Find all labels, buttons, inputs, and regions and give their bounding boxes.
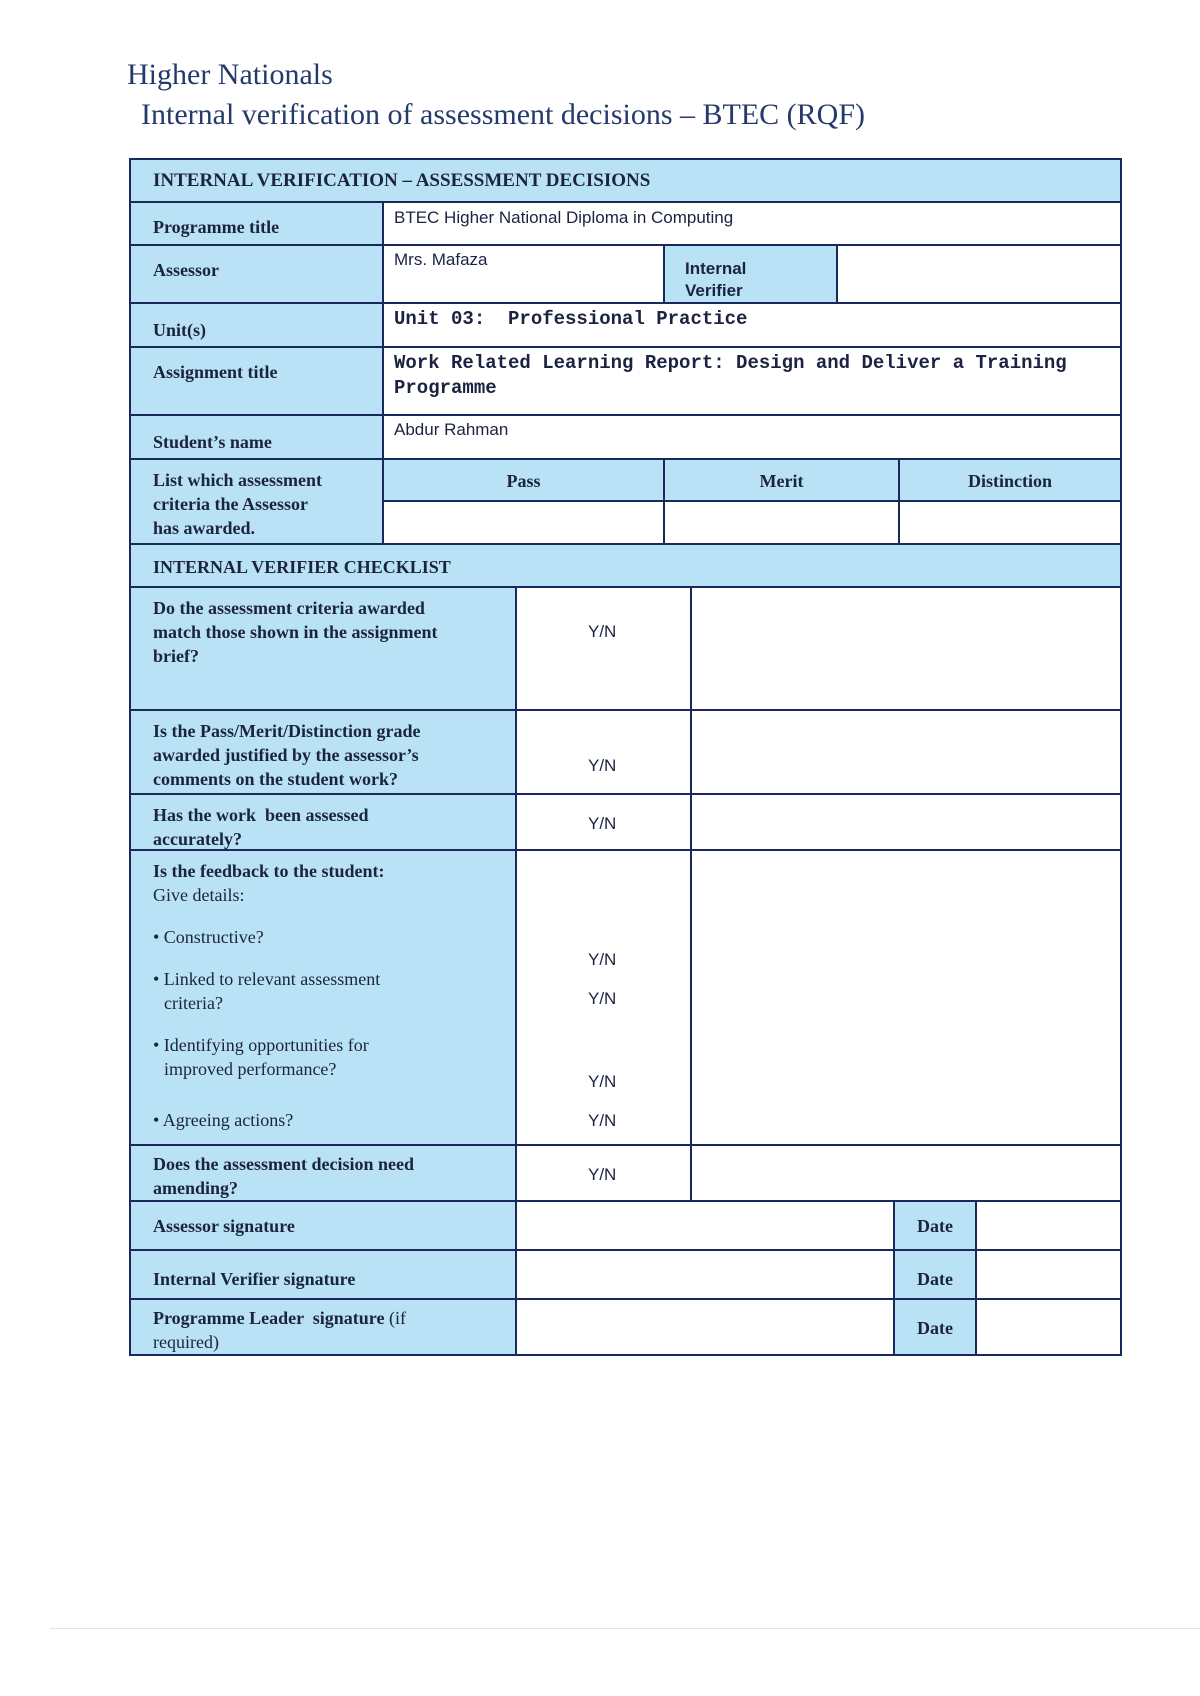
programme-title-field[interactable] — [382, 201, 1122, 246]
merit-header: Merit — [759, 471, 804, 491]
criteria-label-line1: List which assessment — [153, 470, 323, 490]
checklist-header — [129, 543, 1122, 588]
pass-criteria-field[interactable] — [382, 500, 665, 545]
q4-give-details: Give details: — [153, 885, 245, 905]
internal-verifier-label-line2: Verifier — [685, 281, 743, 300]
q4-yn-field[interactable] — [515, 849, 692, 1146]
q5-line1: Does the assessment decision need — [153, 1154, 414, 1174]
student-name-label-cell — [129, 414, 384, 460]
q5-yn-field[interactable] — [515, 1144, 692, 1202]
distinction-criteria-field[interactable] — [898, 500, 1122, 545]
document-subtitle: Internal verification of assessment decisions – BTEC (RQF) — [141, 98, 866, 131]
leader-signature-field[interactable] — [515, 1298, 895, 1356]
assessor-date-label: Date — [917, 1216, 953, 1236]
q2-grade-justified-cell — [129, 709, 517, 795]
assignment-title-line1: Work Related Learning Report: Design and Deliver a Training — [394, 352, 1067, 374]
section-header-assessment-decisions — [129, 158, 1122, 203]
distinction-header: Distinction — [967, 471, 1052, 491]
assessor-label-cell — [129, 244, 384, 304]
q2-yn: Y/N — [588, 756, 617, 775]
q4-item-constructive: • Constructive? — [153, 927, 264, 947]
unit-value: Unit 03: Professional Practice — [394, 308, 748, 330]
pass-header: Pass — [506, 471, 541, 491]
verifier-date-label-cell — [893, 1249, 977, 1300]
assessor-field[interactable] — [382, 244, 665, 304]
unit-label: Unit(s) — [153, 320, 206, 340]
q3-comment-field[interactable] — [690, 793, 1122, 851]
q3-line2: accurately? — [153, 829, 242, 849]
q2-line2: awarded justified by the assessor’s — [153, 745, 419, 765]
assessor-signature-label-cell — [129, 1200, 517, 1251]
criteria-label-line3: has awarded. — [153, 518, 256, 538]
leader-signature-bold: Programme Leader signature — [153, 1308, 385, 1328]
page-bottom-divider — [50, 1628, 1200, 1629]
pass-header-cell — [382, 458, 665, 502]
unit-field[interactable] — [382, 302, 1122, 348]
checklist-title: INTERNAL VERIFIER CHECKLIST — [153, 557, 451, 577]
q2-comment-field[interactable] — [690, 709, 1122, 795]
q4-item-agreeing: • Agreeing actions? — [153, 1110, 294, 1130]
document-title: Higher Nationals — [127, 58, 333, 91]
q4-yn-agreeing: Y/N — [588, 1111, 617, 1130]
assignment-title-field[interactable] — [382, 346, 1122, 416]
q5-comment-field[interactable] — [690, 1144, 1122, 1202]
q1-yn-field[interactable] — [515, 586, 692, 711]
programme-title-label: Programme title — [153, 217, 280, 237]
q4-yn-constructive: Y/N — [588, 950, 617, 969]
criteria-awarded-label-cell — [129, 458, 384, 545]
q2-line1: Is the Pass/Merit/Distinction grade — [153, 721, 421, 741]
q2-line3: comments on the student work? — [153, 769, 398, 789]
q5-line2: amending? — [153, 1178, 239, 1198]
leader-date-field[interactable] — [975, 1298, 1122, 1356]
verifier-date-field[interactable] — [975, 1249, 1122, 1300]
section-title: INTERNAL VERIFICATION – ASSESSMENT DECISIONS — [153, 170, 651, 191]
assessor-date-label-cell — [893, 1200, 977, 1251]
q4-comment-field[interactable] — [690, 849, 1122, 1146]
assignment-title-line2: Programme — [394, 377, 497, 399]
student-name-field[interactable] — [382, 414, 1122, 460]
verifier-date-label: Date — [917, 1269, 953, 1289]
programme-title-label-cell — [129, 201, 384, 246]
leader-signature-label — [153, 1306, 406, 1330]
q1-line1: Do the assessment criteria awarded — [153, 598, 425, 618]
internal-verifier-label-line1: Internal — [685, 259, 747, 278]
assessor-signature-label: Assessor signature — [153, 1216, 295, 1236]
q3-yn-field[interactable] — [515, 793, 692, 851]
q4-item-linked: • Linked to relevant assessment — [153, 969, 381, 989]
q3-line1: Has the work been assessed — [153, 805, 369, 825]
student-name-value: Abdur Rahman — [394, 420, 509, 439]
leader-date-label-cell — [893, 1298, 977, 1356]
unit-label-cell — [129, 302, 384, 348]
distinction-header-cell — [898, 458, 1122, 502]
merit-header-cell — [663, 458, 900, 502]
q4-title: Is the feedback to the student: — [153, 861, 385, 881]
assignment-title-label: Assignment title — [153, 362, 278, 382]
q4-item-identifying: • Identifying opportunities for — [153, 1035, 369, 1055]
verifier-signature-label-cell — [129, 1249, 517, 1300]
assessor-label: Assessor — [153, 260, 219, 280]
internal-verifier-field[interactable] — [836, 244, 1122, 304]
q4-item-identifying-cont: improved performance? — [164, 1059, 337, 1079]
q1-criteria-match-cell — [129, 586, 517, 711]
criteria-label-line2: criteria the Assessor — [153, 494, 308, 514]
q1-line2: match those shown in the assignment — [153, 622, 438, 642]
programme-title-value: BTEC Higher National Diploma in Computing — [394, 208, 734, 227]
merit-criteria-field[interactable] — [663, 500, 900, 545]
assessor-signature-field[interactable] — [515, 1200, 895, 1251]
q4-item-linked-cont: criteria? — [164, 993, 223, 1013]
verifier-signature-field[interactable] — [515, 1249, 895, 1300]
assessor-date-field[interactable] — [975, 1200, 1122, 1251]
assessor-value: Mrs. Mafaza — [394, 250, 488, 269]
q3-yn: Y/N — [588, 814, 617, 833]
q4-yn-linked: Y/N — [588, 989, 617, 1008]
verifier-signature-label: Internal Verifier signature — [153, 1269, 356, 1289]
leader-signature-note-cont: required) — [153, 1332, 219, 1352]
q1-comment-field[interactable] — [690, 586, 1122, 711]
leader-signature-note: (if — [384, 1308, 406, 1328]
q2-yn-field[interactable] — [515, 709, 692, 795]
q4-feedback-cell — [129, 849, 517, 1146]
q5-amending-cell — [129, 1144, 517, 1202]
leader-date-label: Date — [917, 1318, 953, 1338]
q3-assessed-accurately-cell — [129, 793, 517, 851]
leader-signature-label-cell — [129, 1298, 517, 1356]
q1-line3: brief? — [153, 646, 199, 666]
student-name-label: Student’s name — [153, 432, 272, 452]
q1-yn: Y/N — [588, 622, 617, 641]
q4-yn-identifying: Y/N — [588, 1072, 617, 1091]
internal-verifier-label-cell — [663, 244, 838, 304]
q5-yn: Y/N — [588, 1165, 617, 1184]
assignment-title-label-cell — [129, 346, 384, 416]
